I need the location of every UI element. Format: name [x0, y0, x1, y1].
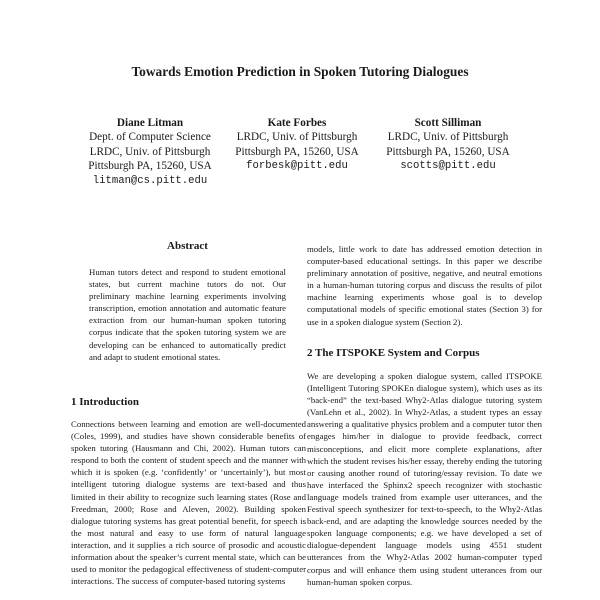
introduction-body — [71, 418, 306, 587]
author-email: forbesk@pitt.edu — [246, 160, 348, 173]
abstract-heading: Abstract — [167, 240, 208, 252]
author-affiliation: LRDC, Univ. of Pittsburgh — [89, 145, 211, 158]
section-heading-system: 2 The ITSPOKE System and Corpus — [307, 347, 480, 359]
introduction-text: Connections between learning and emotion are well-documented (Coles, 1999), and studies have shown considerable benefits of spoken tutoring (Hausmann and Chi, 2002). Human tutors can respond to both the content of student speech and the manner with which it is spoken (e.g. ‘confidently’ or ‘uncertainly’), but most intelligent tutoring dialogue systems are text-based and thus limited in their ability to recognize such learning states (Rose and Freedman, 2000; Rose and Aleven, 2002). Building spoken dialogue tutoring systems has great potential benefit, for speech is the most natural and easy to use form of natural language interaction, and it supplies a rich source of prosodic and acoustic information about the speaker’s current mental state, which can be used to monitor the pedagogical effectiveness of student-computer interactions. The success of computer-based tutoring systems — [71, 419, 306, 587]
author-email: litman@cs.pitt.edu — [92, 174, 208, 187]
author-name: Scott Silliman — [414, 117, 482, 129]
author-affiliation: Dept. of Computer Science — [89, 131, 211, 144]
system-body — [307, 370, 542, 588]
author-affiliation: LRDC, Univ. of Pittsburgh — [236, 131, 358, 144]
author-address: Pittsburgh PA, 15260, USA — [386, 145, 510, 158]
right-column-continuation — [307, 243, 542, 328]
system-text: We are developing a spoken dialogue system, called ITSPOKE (Intelligent Tutoring SPOKEn dialogue system), which uses as its “back-end” the text-based Why2-Atlas dialogue tutoring system (VanLehn et al., 2002). In Why2-Atlas, a student types an essay answering a qualitative physics problem and a computer tutor then engages him/her in dialogue to provide feedback, correct misconceptions, and elicit more complete explanations, after which the student revises his/her essay, thereby ending the tutoring or causing another round of tutoring/essay revision. To date we have interfaced the Sphinx2 speech recognizer with stochastic language models trained from example user utterances, and the Festival speech synthesizer for text-to-speech, to the Why2-Atlas back-end, and are adapting the knowledge sources needed by the spoken language components; e.g. we have developed a set of dialogue-dependent language models using 4551 student utterances from the Why2-Atlas 2002 human-computer typed corpus and will enhance them using student utterances from our human-human spoken corpus. — [307, 371, 542, 587]
section-heading-introduction: 1 Introduction — [71, 396, 139, 408]
author-name: Diane Litman — [116, 117, 184, 129]
author-email: scotts@pitt.edu — [400, 160, 496, 173]
abstract-text: Human tutors detect and respond to student emotional states, but current machine tutors do not. Our preliminary machine learning experiments involving transcription, emotion annotation and automatic feature extraction from our human-human spoken tutoring corpus indicate that the spoken tutoring system we are developing can be enhanced to automatically predict and adapt to student emotional states. — [89, 267, 286, 362]
author-address: Pittsburgh PA, 15260, USA — [235, 145, 359, 158]
author-affiliation: LRDC, Univ. of Pittsburgh — [387, 131, 509, 144]
paper-title: Towards Emotion Prediction in Spoken Tutoring Dialogues — [131, 64, 469, 79]
continuation-text: models, little work to date has addressed emotion detection in computer-based educational settings. In this paper we describe preliminary annotation of positive, negative, and neutral emotions in a human-human tutoring corpus and discuss the results of pilot machine learning experiments whose goal is to develop computational models of specific emotional states (Section 3) for use in a spoken dialogue system (Section 2). — [307, 244, 542, 327]
abstract-body — [89, 266, 286, 363]
author-name: Kate Forbes — [267, 117, 327, 129]
author-block — [373, 116, 523, 174]
author-block — [75, 116, 225, 188]
author-address: Pittsburgh PA, 15260, USA — [88, 160, 212, 173]
author-block — [222, 116, 372, 174]
